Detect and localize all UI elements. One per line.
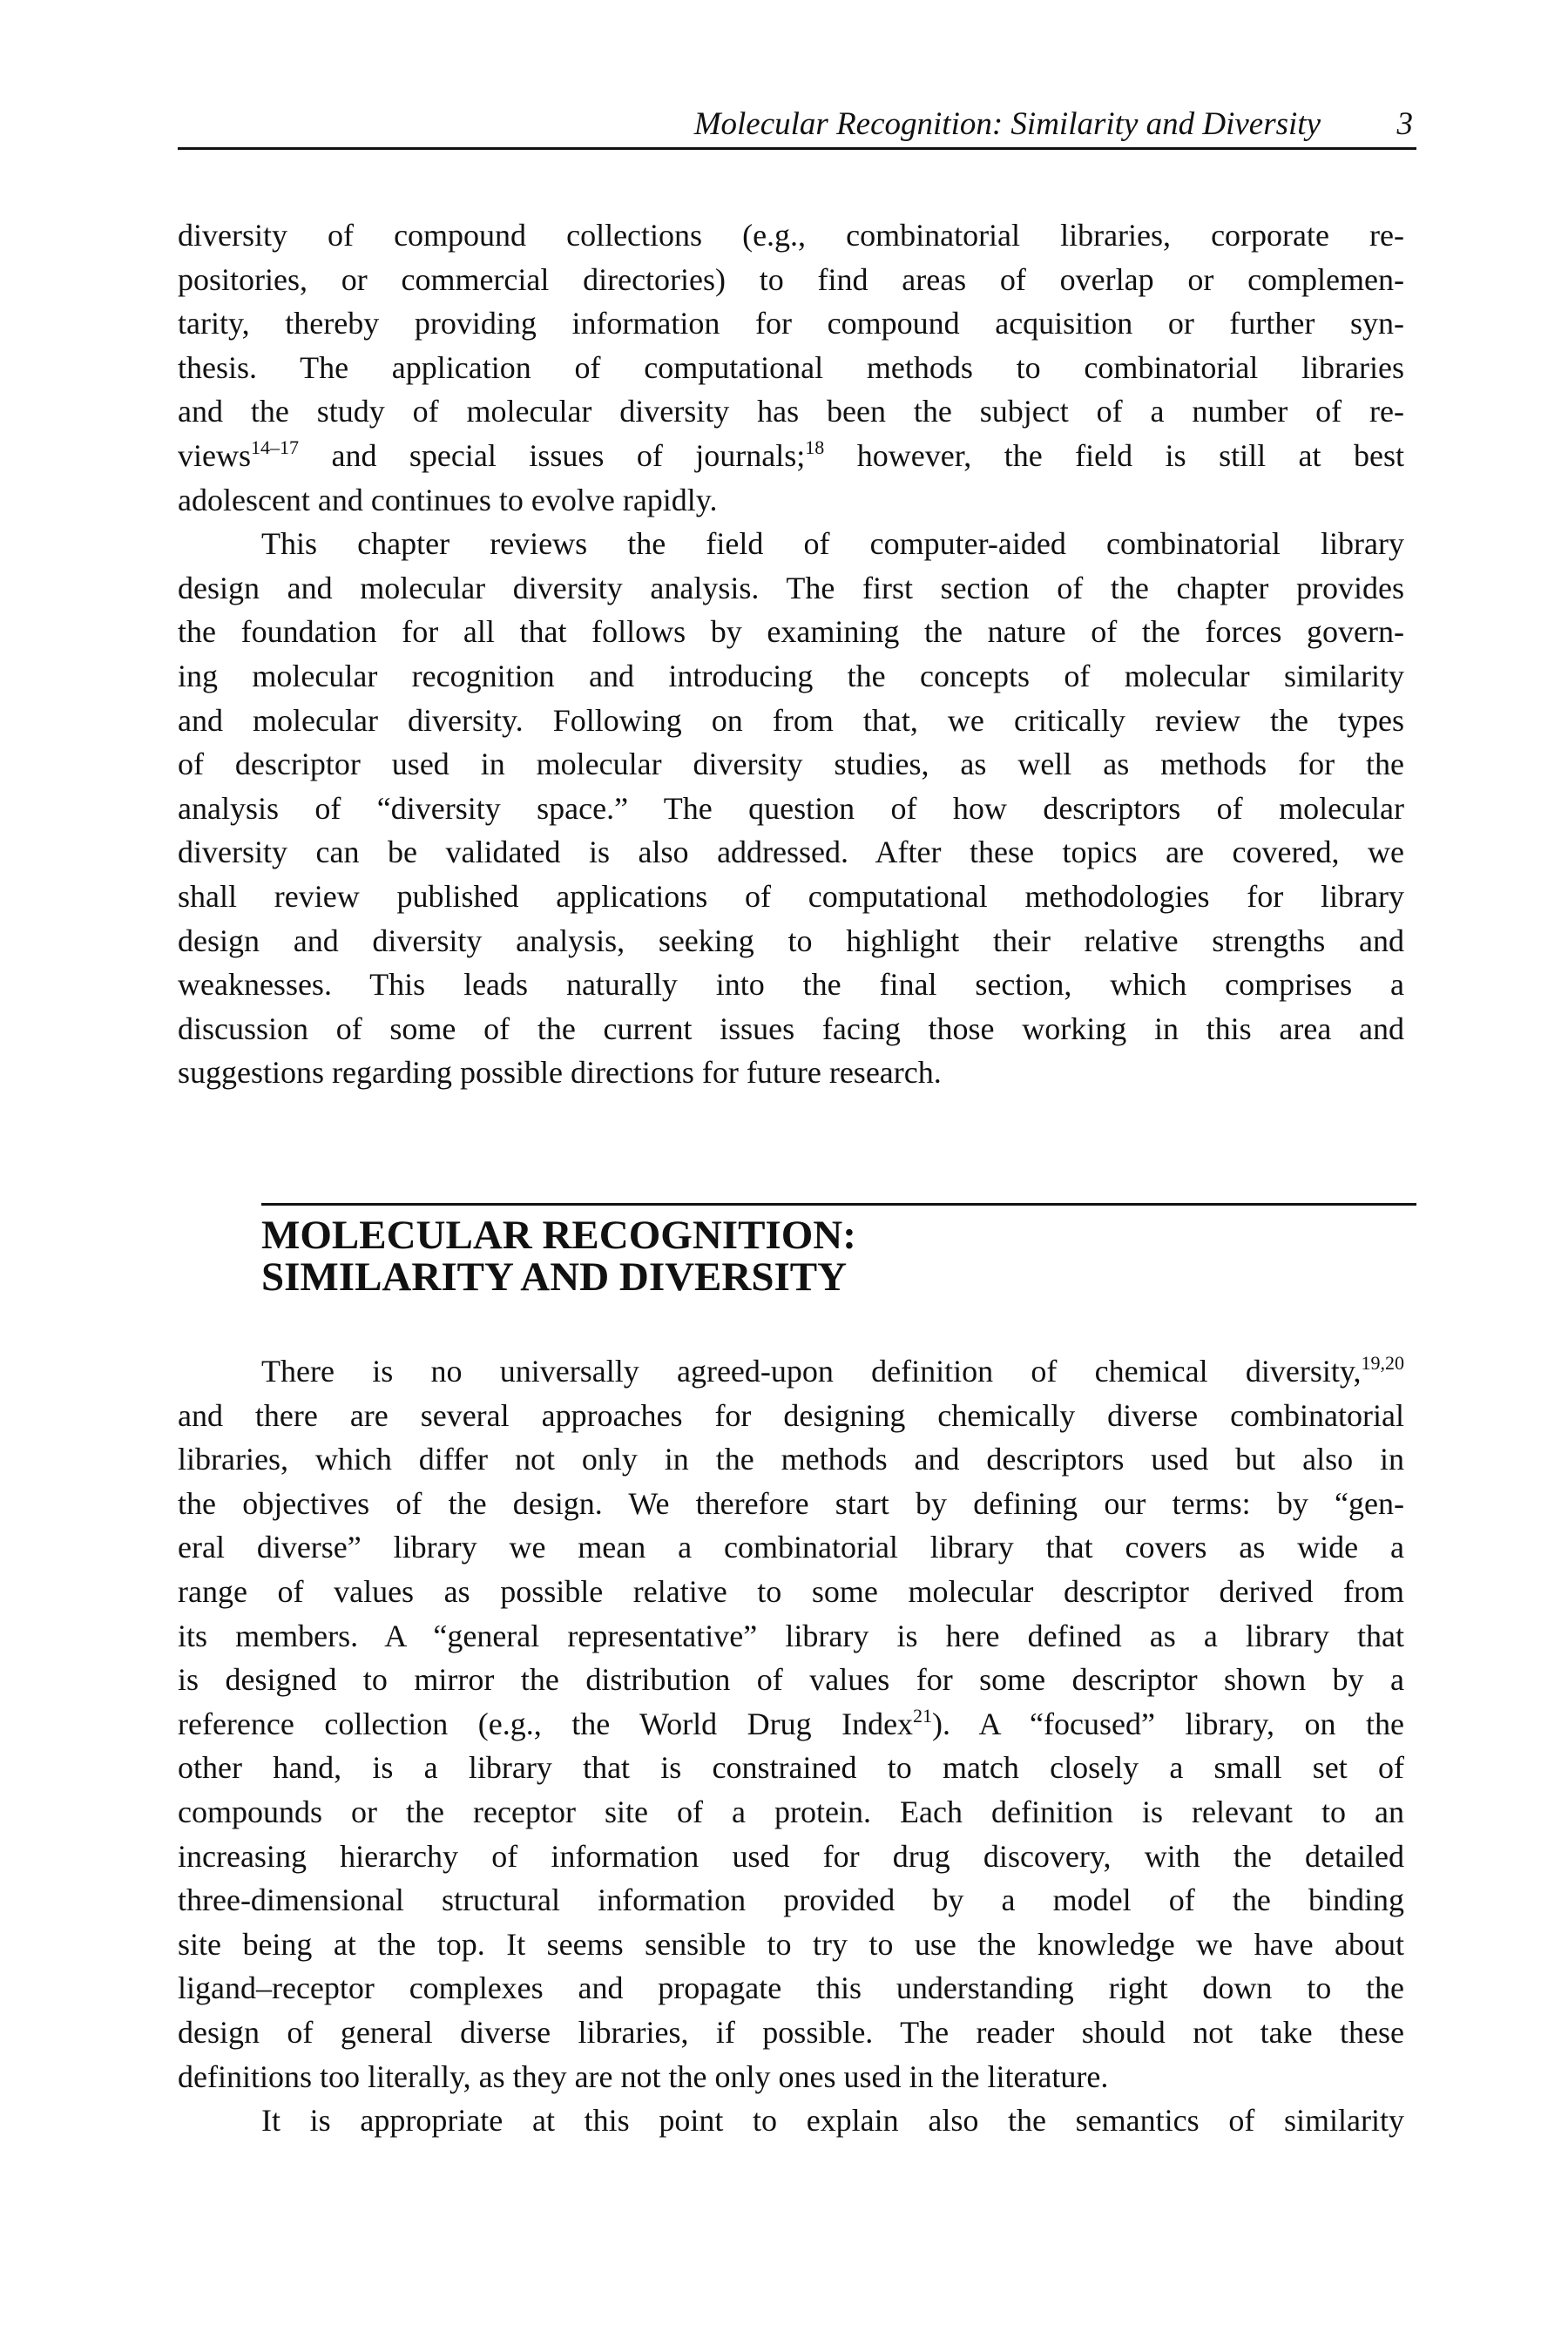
running-head — [178, 103, 1416, 146]
text-line — [178, 1923, 1404, 1967]
text-line — [178, 213, 1404, 258]
text-line — [261, 1349, 1404, 1394]
text-run: increasing hierarchy of information used for drug discovery, with the detailed — [178, 1838, 1404, 1874]
text-run: three-dimensional structural information provided by a model of the binding — [178, 1882, 1404, 1918]
text-line — [178, 1051, 1404, 1095]
text-line — [178, 1614, 1404, 1659]
text-line — [178, 787, 1404, 831]
text-run: diversity can be validated is also addressed. After these topics are covered, we — [178, 835, 1404, 870]
text-line — [178, 1790, 1404, 1835]
text-line — [178, 2055, 1404, 2099]
text-run: design of general diverse libraries, if possible. The reader should not take these — [178, 2015, 1404, 2050]
text-run: and there are several approaches for designing chemically diverse combinatorial — [178, 1397, 1404, 1433]
text-line — [178, 566, 1404, 611]
text-line — [178, 1878, 1404, 1923]
text-run: range of values as possible relative to some molecular descriptor derived from — [178, 1574, 1404, 1609]
text-line — [178, 875, 1404, 919]
text-line — [178, 258, 1404, 302]
text-line — [178, 963, 1404, 1007]
text-run: This chapter reviews the field of computer-aided combinatorial library — [261, 526, 1404, 562]
text-run: and molecular diversity. Following on from that, we critically review the types — [178, 702, 1404, 738]
text-run: reference collection (e.g., the World Drug Index — [178, 1706, 914, 1741]
text-run: other hand, is a library that is constrained to match closely a small set of — [178, 1750, 1404, 1786]
text-line — [178, 301, 1404, 346]
text-run: site being at the top. It seems sensible to try to use the knowledge we have about — [178, 1926, 1404, 1962]
text-run: is designed to mirror the distribution of values for some descriptor shown by a — [178, 1662, 1404, 1698]
text-run: adolescent and continues to evolve rapidly. — [178, 482, 718, 517]
section-heading — [261, 1214, 856, 1298]
text-run: and special issues of journals; — [299, 438, 806, 473]
text-line — [178, 654, 1404, 699]
text-line — [178, 1570, 1404, 1614]
text-run: eral diverse” library we mean a combinatorial library that covers as wide a — [178, 1530, 1404, 1565]
text-run: tarity, thereby providing information for compound acquisition or further syn- — [178, 306, 1404, 341]
text-run: definitions too literally, as they are not the only ones used in the literature. — [178, 2058, 1109, 2094]
text-line — [178, 1525, 1404, 1570]
text-run: discussion of some of the current issues facing those working in this area and — [178, 1010, 1404, 1046]
header-rule — [178, 147, 1416, 150]
reference-superscript: 18 — [805, 436, 825, 458]
text-run: the foundation for all that follows by examining the nature of the forces govern- — [178, 614, 1404, 650]
text-run: It is appropriate at this point to explain also the semantics of similarity — [261, 2103, 1404, 2139]
text-run: libraries, which differ not only in the methods and descriptors used but also in — [178, 1442, 1404, 1477]
reference-superscript: 19,20 — [1361, 1352, 1404, 1374]
text-line — [178, 1835, 1404, 1879]
text-run: and the study of molecular diversity has been the subject of a number of re- — [178, 394, 1404, 429]
section-heading-line: MOLECULAR RECOGNITION: — [261, 1213, 856, 1258]
text-line — [178, 346, 1404, 390]
text-run: There is no universally agreed-upon definition of chemical diversity, — [261, 1354, 1362, 1389]
text-line — [178, 1437, 1404, 1482]
reference-superscript: 14–17 — [251, 436, 299, 458]
text-run: views — [178, 438, 251, 473]
text-line — [178, 478, 1404, 523]
text-line — [178, 1394, 1404, 1438]
text-run: ligand–receptor complexes and propagate this understanding right down to the — [178, 1970, 1404, 2006]
text-line — [178, 1746, 1404, 1790]
text-run: ing molecular recognition and introducing the concepts of molecular similarity — [178, 659, 1404, 693]
text-run: of descriptor used in molecular diversity studies, as well as methods for the — [178, 747, 1404, 782]
page-number: 3 — [1396, 106, 1413, 142]
text-run: design and diversity analysis, seeking to highlight their relative strengths and — [178, 923, 1404, 958]
text-run: suggestions regarding possible directions for future research. — [178, 1055, 942, 1091]
text-line — [178, 919, 1404, 963]
text-run: ). A “focused” library, on the — [932, 1706, 1404, 1741]
running-head-title: Molecular Recognition: Similarity and Diversity — [693, 106, 1321, 142]
text-line — [261, 2099, 1404, 2143]
text-run: diversity of compound collections (e.g., combinatorial libraries, corporate re- — [178, 218, 1404, 253]
text-line — [178, 610, 1404, 654]
text-line — [178, 830, 1404, 875]
text-line — [178, 1702, 1404, 1747]
text-run: shall review published applications of computational methodologies for library — [178, 879, 1404, 914]
text-run: positories, or commercial directories) to find areas of overlap or complemen- — [178, 261, 1404, 297]
text-line — [178, 1966, 1404, 2011]
text-run: thesis. The application of computational methods to combinatorial libraries — [178, 349, 1404, 385]
text-line — [178, 1007, 1404, 1051]
text-run: analysis of “diversity space.” The question of how descriptors of molecular — [178, 790, 1404, 826]
text-run: compounds or the receptor site of a protein. Each definition is relevant to an — [178, 1794, 1404, 1829]
text-run: design and molecular diversity analysis. The first section of the chapter provides — [178, 570, 1404, 605]
text-line — [178, 389, 1404, 434]
section-rule — [261, 1203, 1416, 1206]
text-line — [178, 434, 1404, 478]
text-run: the objectives of the design. We therefore start by defining our terms: by “gen- — [178, 1485, 1404, 1521]
text-line — [178, 1658, 1404, 1702]
text-run: however, the field is still at best — [824, 438, 1404, 473]
text-line — [178, 699, 1404, 743]
text-line — [178, 742, 1404, 787]
text-line — [178, 1482, 1404, 1526]
reference-superscript: 21 — [913, 1704, 933, 1727]
section-heading-line: SIMILARITY AND DIVERSITY — [261, 1254, 848, 1300]
text-line — [178, 2011, 1404, 2055]
text-run: weaknesses. This leads naturally into the final section, which comprises a — [178, 967, 1404, 1003]
text-run: its members. A “general representative” library is here defined as a library that — [178, 1618, 1404, 1653]
text-line — [261, 522, 1404, 566]
